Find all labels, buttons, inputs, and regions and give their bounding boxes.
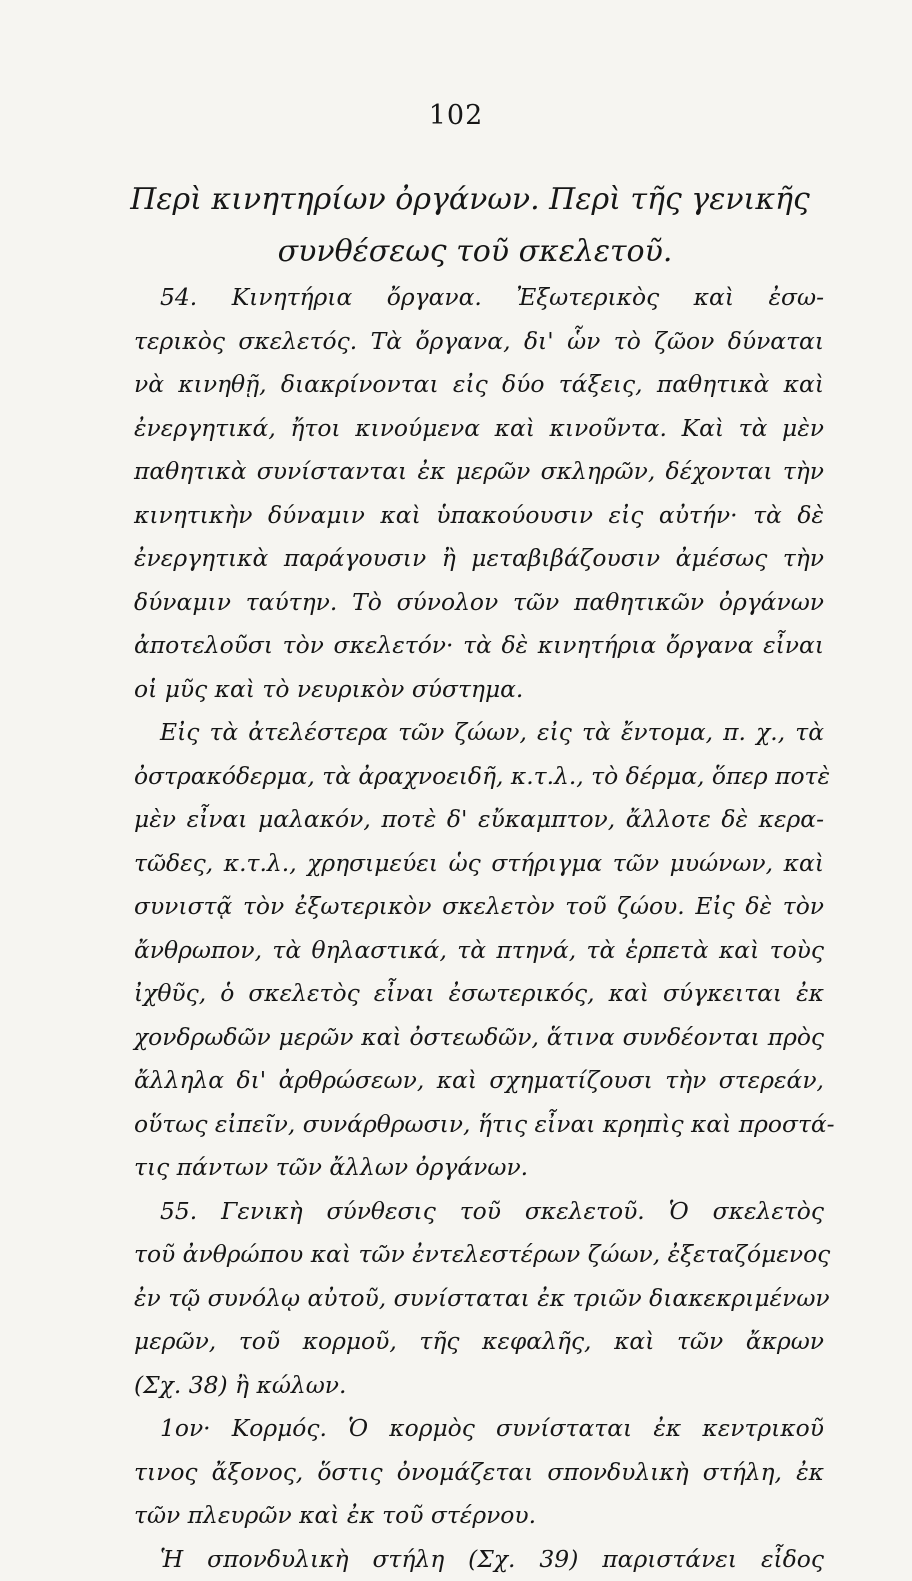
text-line: 54. Κινητήρια ὄργανα. Ἐξωτερικὸς καὶ ἐσω- — [134, 276, 824, 320]
text-line: νὰ κινηθῇ, διακρίνονται εἰς δύο τάξεις, παθητικὰ καὶ — [134, 363, 824, 407]
text-line: ἐν τῷ συνόλῳ αὐτοῦ, συνίσταται ἐκ τριῶν διακεκριμένων — [134, 1277, 824, 1321]
text-line: τοῦ ἀνθρώπου καὶ τῶν ἐντελεστέρων ζώων, ἐξεταζόμενος — [134, 1233, 824, 1277]
chapter-heading — [120, 174, 820, 278]
text-line: 55. Γενικὴ σύνθεσις τοῦ σκελετοῦ. Ὁ σκελετὸς — [134, 1190, 824, 1234]
page-number: 102 — [0, 100, 912, 131]
text-line: ἐνεργητικά, ἤτοι κινούμενα καὶ κινοῦντα. Καὶ τὰ μὲν — [134, 407, 824, 451]
text-line: ἰχθῦς, ὁ σκελετὸς εἶναι ἐσωτερικός, καὶ σύγκειται ἐκ — [134, 972, 824, 1016]
text-line: μὲν εἶναι μαλακόν, ποτὲ δ' εὔκαμπτον, ἄλλοτε δὲ κερα- — [134, 798, 824, 842]
text-line: ὀστρακόδερμα, τὰ ἀραχνοειδῆ, κ.τ.λ., τὸ δέρμα, ὅπερ ποτὲ — [134, 755, 824, 799]
text-line: οὕτως εἰπεῖν, συνάρθρωσιν, ἥτις εἶναι κρηπὶς καὶ προστά- — [134, 1103, 824, 1147]
text-line: Ἡ σπονδυλικὴ στήλη (Σχ. 39) παριστάνει εἶδος — [134, 1538, 824, 1581]
text-line: οἱ μῦς καὶ τὸ νευρικὸν σύστημα. — [134, 668, 824, 712]
body-text — [134, 276, 824, 1581]
text-line: ἐνεργητικὰ παράγουσιν ἢ μεταβιβάζουσιν ἀμέσως τὴν — [134, 537, 824, 581]
text-line: ἄνθρωπον, τὰ θηλαστικά, τὰ πτηνά, τὰ ἑρπετὰ καὶ τοὺς — [134, 929, 824, 973]
text-line: Εἰς τὰ ἀτελέστερα τῶν ζώων, εἰς τὰ ἔντομα, π. χ., τὰ — [134, 711, 824, 755]
heading-line-2: συνθέσεως τοῦ σκελετοῦ. — [120, 226, 820, 278]
text-line: τινος ἄξονος, ὅστις ὀνομάζεται σπονδυλικὴ στήλη, ἐκ — [134, 1451, 824, 1495]
heading-line-1: Περὶ κινητηρίων ὀργάνων. Περὶ τῆς γενικῆς — [130, 182, 810, 217]
text-line: μερῶν, τοῦ κορμοῦ, τῆς κεφαλῆς, καὶ τῶν ἄκρων — [134, 1320, 824, 1364]
text-line: τερικὸς σκελετός. Τὰ ὄργανα, δι' ὧν τὸ ζῶον δύναται — [134, 320, 824, 364]
text-line: ἄλληλα δι' ἀρθρώσεων, καὶ σχηματίζουσι τὴν στερεάν, — [134, 1059, 824, 1103]
text-line: δύναμιν ταύτην. Τὸ σύνολον τῶν παθητικῶν ὀργάνων — [134, 581, 824, 625]
text-line: (Σχ. 38) ἢ κώλων. — [134, 1364, 824, 1408]
text-line: χονδρωδῶν μερῶν καὶ ὀστεωδῶν, ἅτινα συνδέονται πρὸς — [134, 1016, 824, 1060]
text-line: 1ον· Κορμός. Ὁ κορμὸς συνίσταται ἐκ κεντρικοῦ — [134, 1407, 824, 1451]
text-line: τῶν πλευρῶν καὶ ἐκ τοῦ στέρνου. — [134, 1494, 824, 1538]
text-line: τῶδες, κ.τ.λ., χρησιμεύει ὡς στήριγμα τῶν μυώνων, καὶ — [134, 842, 824, 886]
text-line: παθητικὰ συνίστανται ἐκ μερῶν σκληρῶν, δέχονται τὴν — [134, 450, 824, 494]
text-line: κινητικὴν δύναμιν καὶ ὑπακούουσιν εἰς αὐτήν· τὰ δὲ — [134, 494, 824, 538]
text-line: ἀποτελοῦσι τὸν σκελετόν· τὰ δὲ κινητήρια ὄργανα εἶναι — [134, 624, 824, 668]
text-line: τις πάντων τῶν ἄλλων ὀργάνων. — [134, 1146, 824, 1190]
text-line: συνιστᾷ τὸν ἐξωτερικὸν σκελετὸν τοῦ ζώου. Εἰς δὲ τὸν — [134, 885, 824, 929]
